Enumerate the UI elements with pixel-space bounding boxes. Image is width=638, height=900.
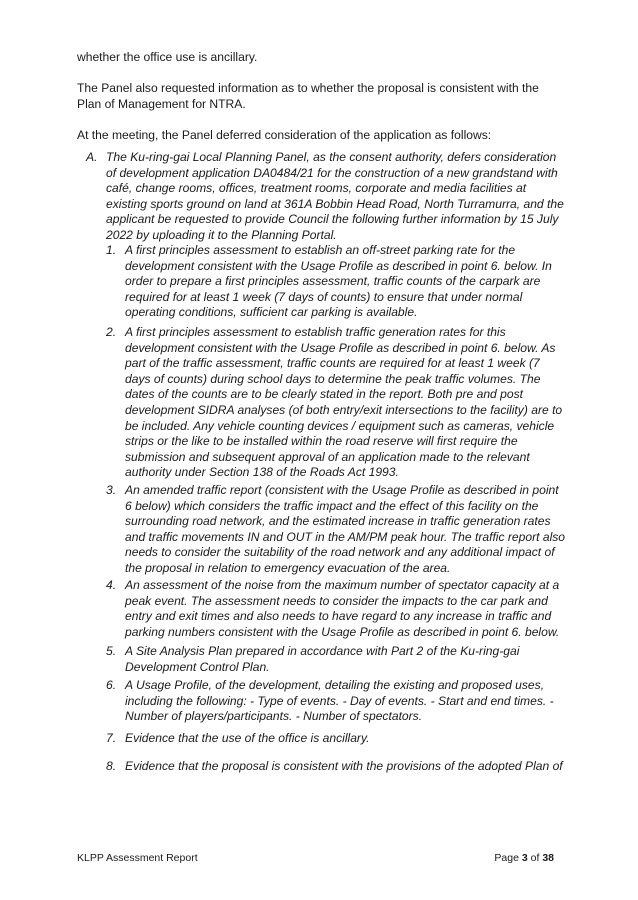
list-item-text: A first principles assessment to establish traffic generation rates for this development consistent with the Usage Profile as described in point 6. below. As part of the traffic assessment, traffic counts are required for at least 1 week (7 days of counts) during school days to determine the peak traffic volumes. The dates of the counts are to be clearly stated in the report. Both pre and post development SIDRA analyses (of both entry/exit intersections to the facility) are to be included. Any vehicle counting devices / equipment such as cameras, vehicle strips or the like to be installed within the road reserve will first require the submission and subsequent approval of an application made to the relevant authority under Section 138 of the Roads Act 1993. <box>125 325 563 480</box>
list-item-number: 8. <box>106 759 117 773</box>
list-item <box>106 483 566 577</box>
list-item <box>106 243 566 321</box>
footer-report-title: KLPP Assessment Report <box>77 852 198 864</box>
list-item-number: 2. <box>106 325 117 339</box>
paragraph-ancillary: whether the office use is ancillary. <box>77 50 258 64</box>
list-item-text: An amended traffic report (consistent with the Usage Profile as described in point 6 below) which considers the traffic impact and the effect of this facility on the surrounding road network, and the estimated increase in traffic generation rates and traffic movements IN and OUT in the AM/PM peak hour. The traffic report also needs to consider the suitability of the road network and any additional impact of the proposal in relation to emergency evacuation of the area. <box>125 483 566 575</box>
footer-of-word: of <box>530 852 540 864</box>
list-item <box>106 644 566 675</box>
paragraph-plan-of-management: The Panel also requested information as to whether the proposal is consistent with the Plan of Management for NTRA. <box>77 81 539 111</box>
list-item <box>106 731 566 747</box>
list-item-text: Evidence that the use of the office is ancillary. <box>125 731 370 745</box>
footer-page-number <box>494 852 554 865</box>
list-item <box>106 325 566 481</box>
list-item-text: Evidence that the proposal is consistent with the provisions of the adopted Plan of <box>125 759 563 773</box>
footer-current-page: 3 <box>521 852 528 864</box>
paragraph-deferred: At the meeting, the Panel deferred consideration of the application as follows: <box>77 128 492 142</box>
resolution-text: The Ku-ring-gai Local Planning Panel, as the consent authority, defers consideration of development application DA0484/21 for the construction of a new grandstand with café, change rooms, offices, treatment rooms, corporate and media facilities at existing sports ground on land at 361A Bobbin Head Road, North Turramurra, and the applicant be requested to provide Council the following further information by 15 July 2022 by uploading it to the Planning Portal. <box>106 150 564 242</box>
list-item-number: 4. <box>106 578 117 592</box>
footer-page-word: Page <box>494 852 519 864</box>
list-item-text: A Site Analysis Plan prepared in accordance with Part 2 of the Ku-ring-gai Development Control Plan. <box>125 644 520 674</box>
list-item-number: 7. <box>106 731 117 745</box>
list-item-text: A first principles assessment to establish an off-street parking rate for the development consistent with the Usage Profile as described in point 6. below. In order to prepare a first principles assessment, traffic counts of the carpark are required for at least 1 week (7 days of counts) to ensure that under normal operating conditions, sufficient car parking is available. <box>125 243 552 320</box>
list-item <box>106 759 566 775</box>
list-item <box>106 678 566 725</box>
list-item <box>106 578 566 640</box>
list-item-number: 5. <box>106 644 117 658</box>
list-item-number: 3. <box>106 483 117 497</box>
list-item-text: A Usage Profile, of the development, detailing the existing and proposed uses, including the following: - Type of events. - Day of events. - Start and end times. - Number of players/participants. - Number of spectators. <box>125 678 554 724</box>
list-item-text: An assessment of the noise from the maximum number of spectator capacity at a peak event. The assessment needs to consider the impacts to the car park and entry and exit times and also needs to have regard to any increase in traffic and parking numbers consistent with the Usage Profile as described in point 6. below. <box>125 578 560 639</box>
list-item-number: 6. <box>106 678 117 692</box>
resolution-label: A. <box>86 150 98 164</box>
list-item-number: 1. <box>106 243 117 257</box>
footer-total-pages: 38 <box>542 852 554 864</box>
